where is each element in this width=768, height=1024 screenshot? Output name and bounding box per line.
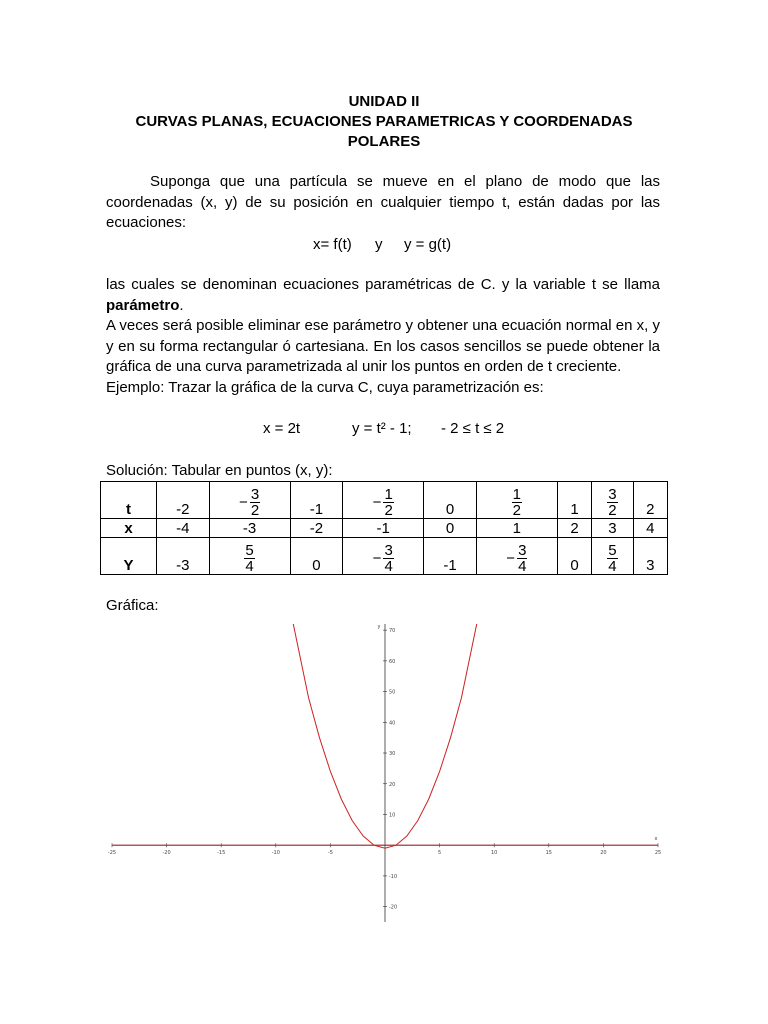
- x-tick-label: 25: [654, 850, 662, 857]
- table-cell: − $\frac{3}{2}$: [209, 482, 290, 519]
- y-tick-label: 20: [389, 781, 396, 788]
- y-tick-label: 60: [389, 658, 396, 665]
- definition-text: las cuales se denominan ecuaciones paramétricas de C. y la variable t se llama: [106, 276, 660, 293]
- x-tick-label: 10: [491, 850, 498, 857]
- table-cell: 1 2: [476, 482, 557, 519]
- y-tick-label: 30: [389, 751, 396, 758]
- y-tick-label: 50: [389, 689, 396, 696]
- unit-heading: UNIDAD II: [348, 93, 420, 110]
- definition-end: .: [179, 296, 184, 314]
- table-cell: − $\frac{1}{2}$: [343, 482, 424, 519]
- table-row-y: [101, 538, 668, 575]
- equation-x: x= f(t): [313, 236, 352, 253]
- table-cell: 0: [424, 519, 477, 538]
- table-cell: -2: [157, 482, 210, 519]
- x-tick-label: 15: [545, 850, 552, 857]
- x-tick-label: -15: [217, 850, 226, 857]
- table-cell: 0: [557, 538, 591, 575]
- table-header-cell: x: [101, 519, 157, 538]
- values-table: [100, 481, 668, 575]
- equation-y: y = g(t): [404, 236, 452, 253]
- graph-label: Gráfica:: [106, 597, 159, 614]
- table-cell: 3: [633, 538, 667, 575]
- param-range: - 2 ≤ t ≤ 2: [441, 420, 505, 437]
- parabola-graph: [100, 612, 670, 922]
- intro-paragraph: Suponga que una partícula se mueve en el plano de modo que las coordenadas (x, y) de su posición en cualquier tiempo t, están dadas por las ecuaciones:: [106, 173, 660, 232]
- table-row-t: [101, 482, 668, 519]
- table-cell: 3 2: [592, 482, 634, 519]
- table-cell: -1: [343, 519, 424, 538]
- table-cell: -2: [290, 519, 343, 538]
- table-header-cell: t: [101, 482, 157, 519]
- y-tick-label: 40: [389, 720, 396, 727]
- parameter-term: parámetro: [106, 296, 180, 314]
- y-axis-label: y: [377, 624, 381, 630]
- table-cell: -1: [424, 538, 477, 575]
- x-tick-label: 5: [438, 850, 442, 857]
- x-tick-label: -10: [271, 850, 280, 857]
- title-line-1: CURVAS PLANAS, ECUACIONES PARAMETRICAS Y COORDENADAS: [135, 113, 633, 130]
- table-cell: 2: [557, 519, 591, 538]
- param-x-equation: x = 2t: [263, 420, 301, 437]
- solution-label: Solución: Tabular en puntos (x, y):: [106, 462, 333, 479]
- y-tick-label: 10: [389, 812, 396, 819]
- table-cell: 4: [633, 519, 667, 538]
- table-cell: 1: [476, 519, 557, 538]
- table-cell: 0: [290, 538, 343, 575]
- table-cell: 0: [424, 482, 477, 519]
- table-cell: 1: [557, 482, 591, 519]
- table-cell: 5 4: [592, 538, 634, 575]
- table-header-cell: Y: [101, 538, 157, 575]
- definition-paragraph: [106, 275, 660, 316]
- example-statement: Ejemplo: Trazar la gráfica de la curva C, cuya parametrización es:: [106, 379, 544, 396]
- x-tick-label: -5: [327, 850, 333, 857]
- param-y-equation: y = t² - 1;: [352, 420, 412, 437]
- x-tick-label: 20: [600, 850, 607, 857]
- y-tick-label: -20: [389, 904, 398, 911]
- equation-and: y: [375, 236, 383, 253]
- y-tick-label: -10: [389, 873, 398, 880]
- x-tick-label: -20: [162, 850, 171, 857]
- table-cell: 3: [592, 519, 634, 538]
- x-axis-label: x: [654, 836, 658, 843]
- table-cell: − $\frac{3}{4}$: [476, 538, 557, 575]
- elimination-paragraph: A veces será posible eliminar ese parámetro y obtener una ecuación normal en x, y y en su forma rectangular ó cartesiana. En los casos sencillos se puede obtener la gráfica de una curva parametrizada al unir los puntos en orden de t creciente.: [106, 317, 660, 376]
- table-cell: − $\frac{3}{4}$: [343, 538, 424, 575]
- table-cell: -3: [209, 519, 290, 538]
- table-cell: -3: [157, 538, 210, 575]
- table-cell: -4: [157, 519, 210, 538]
- title-line-2: POLARES: [347, 133, 421, 150]
- table-cell: -1: [290, 482, 343, 519]
- x-tick-label: -25: [107, 850, 117, 857]
- table-cell: 5 4: [209, 538, 290, 575]
- table-row-x: [101, 519, 668, 538]
- table-cell: 2: [633, 482, 667, 519]
- y-tick-label: 70: [389, 628, 396, 635]
